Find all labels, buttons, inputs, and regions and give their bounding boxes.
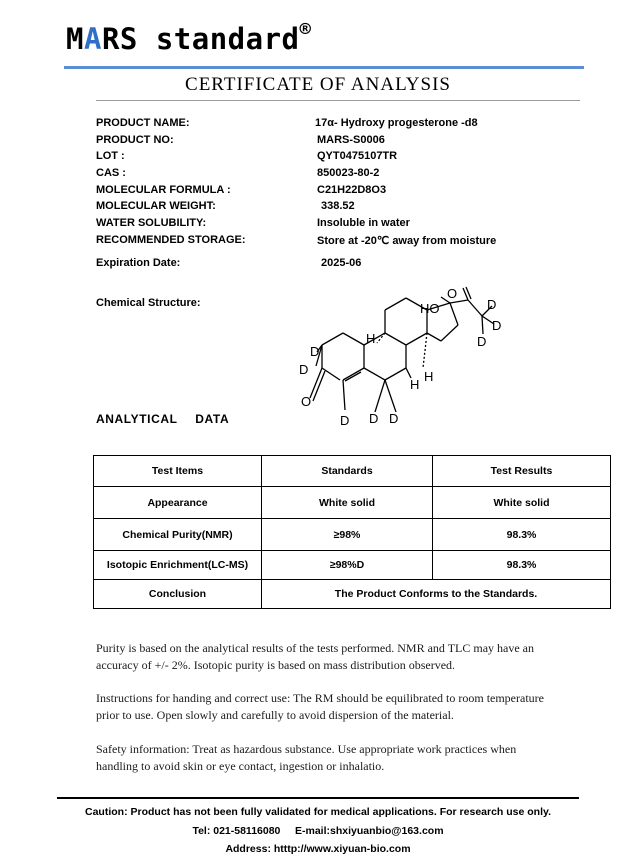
bond (385, 333, 406, 345)
conclusion-text-cell: The Product Conforms to the Standards. (262, 580, 611, 609)
product-name-value: 17α- Hydroxy progesterone -d8 (315, 117, 478, 129)
email: E-mail:shxiyuanbio@163.com (295, 825, 444, 837)
table-header-cell: Test Items (94, 456, 262, 487)
bond (385, 298, 406, 310)
table-cell: White solid (433, 487, 611, 519)
cas-label: CAS : (96, 167, 126, 179)
bond (450, 303, 458, 325)
handling-line-1: Instructions for handing and correct use: The RM should be equilibrated to room temperature (96, 691, 544, 705)
product-no-label: PRODUCT NO: (96, 134, 174, 146)
recommended-storage-label: RECOMMENDED STORAGE: (96, 234, 246, 246)
logo-letter-a: A (83, 22, 102, 56)
bond (375, 380, 385, 412)
bond (468, 300, 482, 316)
molecular-formula-label: MOLECULAR FORMULA : (96, 184, 231, 196)
recommended-storage-value: Store at -20℃ away from moisture (317, 235, 497, 247)
table-cell: Isotopic Enrichment(LC-MS) (94, 551, 262, 580)
bond (345, 372, 361, 381)
table-cell: 98.3% (433, 519, 611, 551)
analytical-results-table (93, 455, 611, 609)
deuterium-label: D (477, 334, 487, 349)
table-conclusion-row (94, 580, 611, 609)
water-solubility-value: Insoluble in water (317, 217, 410, 229)
cas-value: 850023-80-2 (317, 167, 380, 179)
table-row (94, 487, 611, 519)
lot-label: LOT : (96, 150, 125, 162)
deuterium-label: D (487, 297, 497, 312)
table-cell: 98.3% (433, 551, 611, 580)
bond (427, 333, 441, 341)
document-title: CERTIFICATE OF ANALYSIS (185, 74, 451, 95)
deuterium-label: D (299, 362, 309, 377)
expiration-date-value: 2025-06 (321, 257, 362, 269)
logo-letter-m: M (66, 22, 84, 56)
bond (423, 333, 427, 368)
molecular-weight-label: MOLECULAR WEIGHT: (96, 200, 216, 212)
table-cell: White solid (262, 487, 433, 519)
title-underline (96, 100, 580, 101)
water-solubility-label: WATER SOLUBILITY: (96, 217, 207, 229)
contact-line (0, 825, 636, 837)
table-cell: ≥98% (262, 519, 433, 551)
deuterium-label: D (492, 318, 502, 333)
product-no-value: MARS-S0006 (317, 134, 385, 146)
handling-instructions (96, 690, 566, 724)
purity-note (96, 640, 566, 674)
table-row (94, 551, 611, 580)
header-divider (64, 66, 584, 69)
hydrogen-label: H (366, 331, 376, 346)
registered-mark: ® (299, 18, 312, 40)
table-cell: Chemical Purity(NMR) (94, 519, 262, 551)
table-row (94, 519, 611, 551)
bond (343, 380, 345, 410)
safety-line-1: Safety information: Treat as hazardous substance. Use appropriate work practices when (96, 742, 517, 756)
analytical-data-label: ANALYTICAL DATA (96, 412, 230, 426)
deuterium-label: D (369, 411, 379, 426)
hydrogen-label: H (410, 377, 420, 392)
deuterium-label: D (310, 344, 320, 359)
bond (343, 333, 364, 345)
safety-information (96, 741, 566, 775)
telephone: Tel: 021-58116080 (192, 825, 281, 837)
handling-line-2: prior to use. Open slowly and carefully to avoid dispersion of the material. (96, 708, 454, 722)
purity-line-1: Purity is based on the analytical results of the tests performed. NMR and TLC may have an (96, 641, 535, 655)
bond (377, 333, 385, 343)
table-header-cell: Standards (262, 456, 433, 487)
molecular-weight-value: 338.52 (321, 200, 355, 212)
product-name-label: PRODUCT NAME: (96, 117, 190, 129)
safety-line-2: handling to avoid skin or eye contact, ingestion or inhalatio. (96, 759, 385, 773)
bond (343, 368, 364, 380)
chemical-structure-diagram (290, 283, 520, 433)
molecular-formula-value: C21H22D8O3 (317, 184, 387, 196)
ketone-o-label-ring: O (301, 394, 312, 409)
table-cell: Appearance (94, 487, 262, 519)
chemical-structure-label: Chemical Structure: (96, 297, 201, 309)
bond (364, 368, 385, 380)
address: Address: htttp://www.xiyuan-bio.com (225, 843, 411, 855)
caution-notice: Caution: Product has not been fully validated for medical applications. For research use only. (85, 806, 551, 818)
bond (441, 325, 458, 341)
hydroxyl-label: HO (420, 301, 440, 316)
expiration-date-label: Expiration Date: (96, 257, 181, 269)
bond (322, 333, 343, 345)
bond (322, 368, 340, 380)
purity-line-2: accuracy of +/- 2%. Isotopic purity is based on mass distribution observed. (96, 658, 456, 672)
footer-divider (57, 797, 579, 799)
table-cell: ≥98%D (262, 551, 433, 580)
hydrogen-label: H (424, 369, 434, 384)
mars-standard-logo (66, 18, 312, 56)
conclusion-label-cell: Conclusion (94, 580, 262, 609)
deuterium-label: D (340, 413, 350, 428)
deuterium-label: D (389, 411, 399, 426)
logo-text: RS standard (101, 22, 300, 56)
table-header-cell: Test Results (433, 456, 611, 487)
table-header-row (94, 456, 611, 487)
bond (406, 333, 427, 345)
bond (482, 316, 483, 334)
lot-value: QYT0475107TR (317, 150, 398, 162)
bond (385, 380, 396, 412)
ketone-o-label: O (447, 286, 458, 301)
bond (385, 368, 406, 380)
